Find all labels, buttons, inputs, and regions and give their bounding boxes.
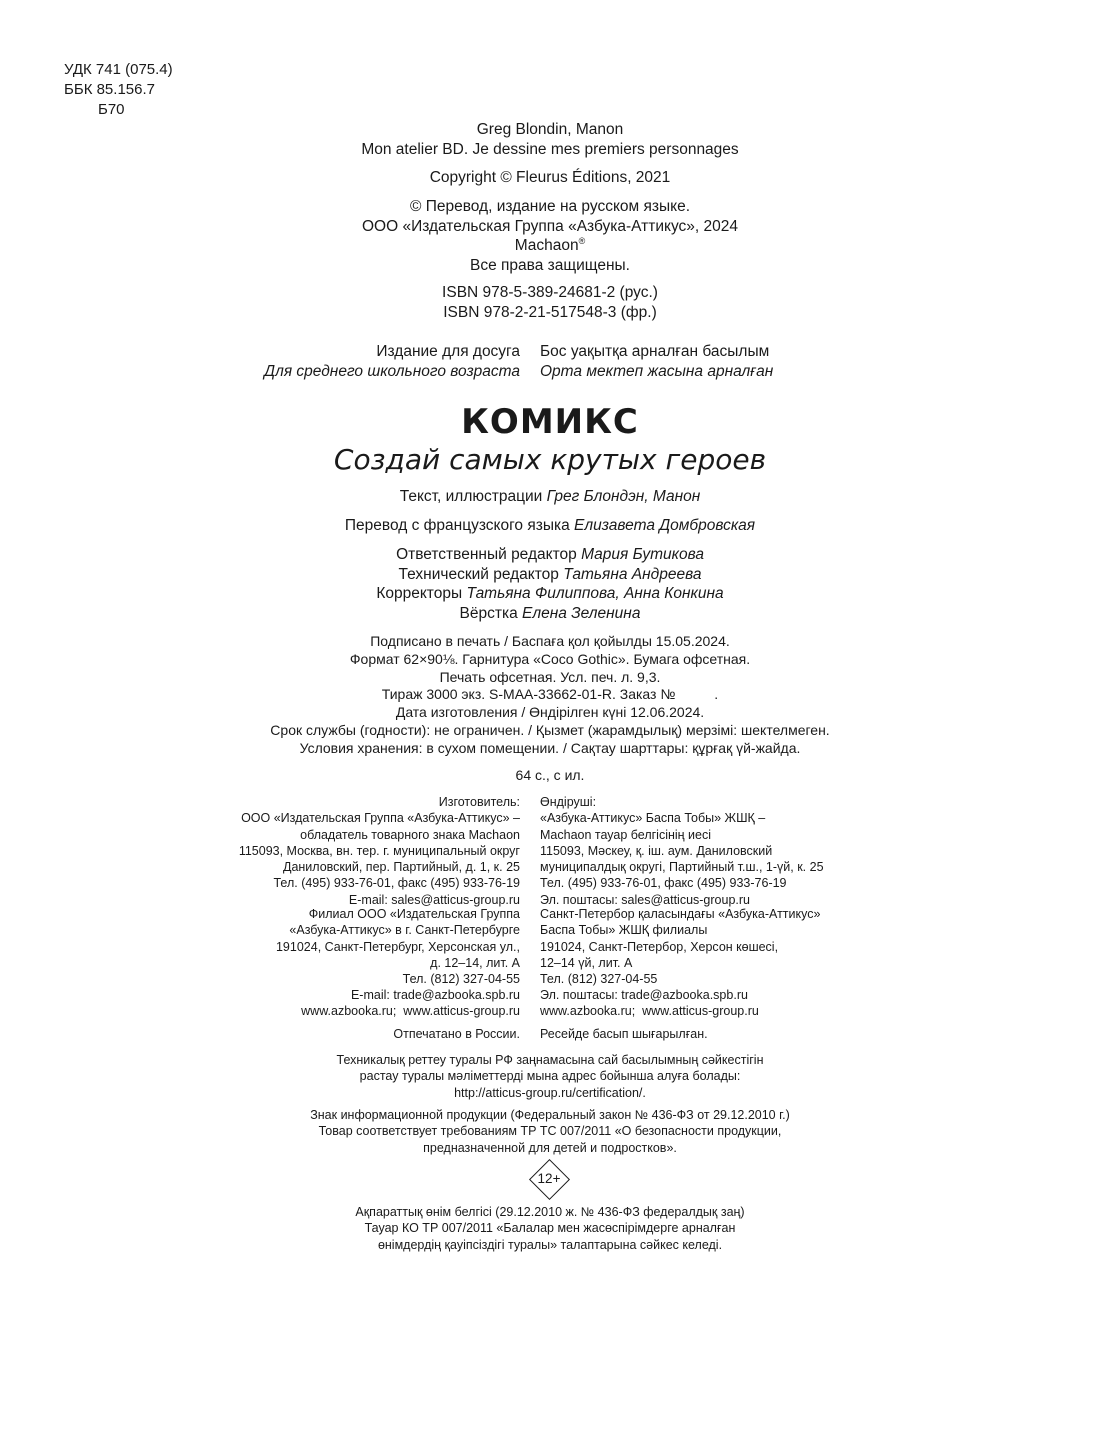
credit-editor-value: Мария Бутикова <box>581 546 704 563</box>
title-main: КОМИКС <box>461 402 639 442</box>
credit-tech-label: Технический редактор <box>398 566 559 583</box>
author-mark: Б70 <box>98 101 125 118</box>
credit-tech-value: Татьяна Андреева <box>563 566 702 583</box>
print-line-3: Печать офсетная. Усл. печ. л. 9,3. <box>439 668 661 685</box>
credit-proofreaders <box>0 584 1100 604</box>
print-line-4: Тираж 3000 экз. S-MAA-33662-01-R. Заказ № . <box>381 686 719 703</box>
branch-kz-line: Тел. (812) 327-04-55 <box>540 972 658 987</box>
udk-code: УДК 741 (075.4) <box>64 61 173 78</box>
info-mark-ru-line: предназначенной для детей и подростков». <box>423 1140 677 1155</box>
branch-ru-line: E-mail: trade@azbooka.spb.ru <box>350 988 520 1003</box>
edition-type-kz: Бос уақытқа арналған басылым <box>540 343 770 360</box>
edition-type <box>0 342 1100 381</box>
rights-block <box>0 197 1100 275</box>
info-mark-ru <box>0 1107 1100 1156</box>
websites-block <box>0 1003 1100 1019</box>
rights-line-1: © Перевод, издание на русском языке. <box>409 198 691 215</box>
print-line-7: Условия хранения: в сухом помещении. / Сақтау шарттары: құрғақ үй-жайда. <box>299 739 801 756</box>
manufacturer-ru-line: обладатель товарного знака Machaon <box>300 827 520 842</box>
branch-kz-line: 12–14 үй, лит. А <box>540 955 633 970</box>
registered-mark: ® <box>578 235 586 246</box>
age-group-kz: Орта мектеп жасына арналған <box>540 362 774 380</box>
certification-line: Техникалық реттеу туралы РФ заңнамасына сай басылымның сәйкестігін <box>336 1053 764 1067</box>
bbk-code: ББК 85.156.7 <box>64 81 155 98</box>
credit-text-label: Текст, иллюстрации <box>399 488 543 505</box>
age-rating-badge <box>530 1160 568 1198</box>
branch-kz-line: 191024, Санкт-Петербор, Херсон көшесі, <box>540 939 779 954</box>
info-mark-kz <box>0 1204 1100 1253</box>
manufacturer-kz <box>540 794 1100 908</box>
print-line-1: Подписано в печать / Баспаға қол қойылды 15.05.2024. <box>370 633 730 649</box>
info-mark-kz-line: Тауар КО ТР 007/2011 «Балалар мен жасөспірімдерге арналған <box>364 1221 736 1236</box>
manufacturer-block <box>0 794 1100 908</box>
rights-line-2: ООО «Издательская Группа «Азбука-Аттикус», 2024 <box>361 217 739 235</box>
info-mark-ru-line: Знак информационной продукции (Федеральный закон № 436-ФЗ от 29.12.2010 г.) <box>310 1108 790 1122</box>
manufacturer-kz-line: Эл. поштасы: sales@atticus-group.ru <box>540 892 750 907</box>
age-rating-text: 12+ <box>537 1171 561 1186</box>
branch-block <box>0 906 1100 1004</box>
credit-translation-label: Перевод с французского языка <box>344 517 570 534</box>
rights-line-4: Все права защищены. <box>470 256 630 274</box>
branch-kz-line: Эл. поштасы: trade@azbooka.spb.ru <box>540 988 748 1003</box>
print-line-6: Срок службы (годности): не ограничен. / Қызмет (жарамдылық) мерзімі: шектелмеген. <box>270 721 830 738</box>
branch-kz-line: Баспа Тобы» ЖШҚ филиалы <box>540 923 708 938</box>
edition-type-ru: Издание для досуга <box>376 343 520 360</box>
manufacturer-ru-line: Изготовитель: <box>438 795 520 809</box>
manufacturer-kz-line: «Азбука-Аттикус» Баспа Тобы» ЖШҚ – <box>540 811 766 826</box>
print-line-5: Дата изготовления / Өндірілген күні 12.06.2024. <box>395 704 705 721</box>
manufacturer-ru-line: Тел. (495) 933-76-01, факс (495) 933-76-19 <box>273 876 520 891</box>
printed-in-block <box>0 1026 1100 1042</box>
title-sub: Создай самых крутых героев <box>333 443 767 476</box>
credit-proof-label: Корректоры <box>376 585 463 602</box>
credit-layout-label: Вёрстка <box>459 605 518 622</box>
age-group-ru: Для среднего школьного возраста <box>264 362 520 380</box>
isbn-ru: ISBN 978-5-389-24681-2 (рус.) <box>442 284 658 301</box>
credit-editor-label: Ответственный редактор <box>396 546 577 563</box>
credit-translation-value: Елизавета Домбровская <box>574 517 756 534</box>
original-title: Mon atelier BD. Je dessine mes premiers personnages <box>361 140 739 158</box>
info-mark-kz-line: өнімдердің қауіпсіздігі туралы» талаптарына сәйкес келеді. <box>377 1237 723 1252</box>
manufacturer-kz-line: Machaon тауар белгісінің иесі <box>540 827 712 842</box>
pages-line: 64 с., с ил. <box>515 767 585 783</box>
original-authors: Greg Blondin, Manon <box>476 121 624 138</box>
printed-in-ru: Отпечатано в России. <box>393 1027 520 1041</box>
page-count <box>0 766 1100 784</box>
original-edition <box>0 120 1100 159</box>
manufacturer-ru-line: ООО «Издательская Группа «Азбука-Аттикус» – <box>241 811 520 826</box>
print-info <box>0 633 1100 758</box>
credit-proof-value: Татьяна Филиппова, Анна Конкина <box>466 585 724 602</box>
original-copyright <box>0 168 1100 188</box>
branch-kz <box>540 906 1100 1004</box>
isbn-block <box>0 283 1100 322</box>
manufacturer-ru-line: E-mail: sales@atticus-group.ru <box>348 892 520 907</box>
credit-translation <box>0 516 1100 536</box>
branch-ru-line: Филиал ООО «Издательская Группа <box>308 907 520 921</box>
manufacturer-kz-line: 115093, Мәскеу, қ. іш. аум. Даниловский <box>540 843 773 858</box>
brand-name: Machaon <box>514 237 579 254</box>
credit-text-value: Грег Блондэн, Манон <box>546 488 701 505</box>
info-mark-kz-line: Ақпараттық өнім белгісі (29.12.2010 ж. № 436-ФЗ федералдық заң) <box>355 1205 745 1219</box>
classification-block <box>64 60 173 120</box>
credit-editor <box>0 545 1100 565</box>
credit-layout-value: Елена Зеленина <box>522 605 641 622</box>
manufacturer-kz-line: муниципалдық округі, Партийный т.ш., 1-үй, к. 25 <box>540 860 824 875</box>
manufacturer-kz-line: Өндіруші: <box>540 795 597 809</box>
manufacturer-ru-line: 115093, Москва, вн. тер. г. муниципальный округ <box>238 843 520 858</box>
isbn-fr: ISBN 978-2-21-517548-3 (фр.) <box>443 303 657 321</box>
print-line-2: Формат 62×90⅛. Гарнитура «Coco Gothic». Бумага офсетная. <box>349 650 751 667</box>
printed-in-kz: Ресейде басып шығарылған. <box>540 1027 708 1041</box>
certification-block <box>0 1052 1100 1101</box>
certification-line: растау туралы мәліметтерді мына адрес бойынша алуға болады: <box>359 1069 741 1084</box>
branch-ru <box>0 906 540 1004</box>
rights-brand <box>0 236 1100 256</box>
copyright-line: Copyright © Fleurus Éditions, 2021 <box>429 169 671 186</box>
info-mark-ru-line: Товар соответствует требованиям ТР ТС 007/2011 «О безопасности продукции, <box>318 1124 782 1139</box>
manufacturer-kz-line: Тел. (495) 933-76-01, факс (495) 933-76-19 <box>540 876 787 891</box>
branch-ru-line: Тел. (812) 327-04-55 <box>402 972 520 987</box>
book-title <box>0 402 1100 478</box>
branch-kz-line: Санкт-Петербор қаласындағы «Азбука-Аттикус» <box>540 907 821 921</box>
manufacturer-ru <box>0 794 540 908</box>
credit-text <box>0 487 1100 507</box>
branch-ru-line: «Азбука-Аттикус» в г. Санкт-Петербурге <box>289 923 520 938</box>
certification-line: http://atticus-group.ru/certification/. <box>454 1085 646 1100</box>
websites-ru: www.azbooka.ru; www.atticus-group.ru <box>301 1004 520 1018</box>
websites-kz: www.azbooka.ru; www.atticus-group.ru <box>540 1004 759 1018</box>
branch-ru-line: 191024, Санкт-Петербург, Херсонская ул., <box>275 939 520 954</box>
manufacturer-ru-line: Даниловский, пер. Партийный, д. 1, к. 25 <box>282 860 520 875</box>
credit-layout <box>0 604 1100 624</box>
branch-ru-line: д. 12–14, лит. А <box>430 955 520 970</box>
credit-tech-editor <box>0 565 1100 585</box>
